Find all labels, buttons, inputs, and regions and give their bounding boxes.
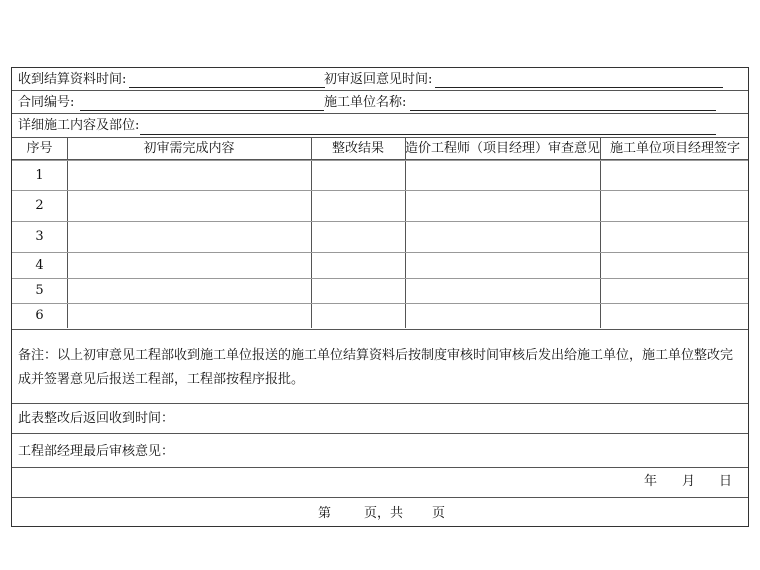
row-number: 5 — [35, 283, 44, 298]
remark-text: 备注：以上初审意见工程部收到施工单位报送的施工单位结算资料后按制度审核时间审核后发出给施工单位，施工单位整改完成并签署意见后报送工程部，工程部按程序报批。 — [18, 348, 734, 387]
col-header-content: 初审需完成内容 — [143, 141, 235, 156]
manager-opinion-label: 工程部经理最后审核意见： — [18, 444, 175, 459]
col-header-signature: 施工单位项目经理签字 — [609, 141, 740, 156]
header-row-detail — [12, 114, 748, 138]
table-row — [12, 190, 748, 222]
table-row — [12, 160, 748, 191]
footer-total-unit: 页 — [432, 506, 446, 521]
receive-time-label: 收到结算资料时间: — [18, 72, 127, 87]
date-year: 年 — [644, 474, 658, 489]
detail-label: 详细施工内容及部位: — [18, 118, 140, 133]
receive-time-field[interactable] — [129, 87, 325, 88]
col-header-review-opinion: 造价工程师（项目经理）审查意见 — [405, 141, 601, 156]
first-review-return-time-field[interactable] — [435, 87, 723, 88]
row-number: 1 — [35, 168, 44, 183]
row-number: 3 — [35, 229, 44, 244]
table-row — [12, 252, 748, 279]
footer-page-unit: 页，共 — [364, 506, 404, 521]
header-row-time — [12, 68, 748, 91]
contract-no-label: 合同编号: — [18, 95, 75, 110]
contractor-name-field[interactable] — [410, 110, 716, 111]
date-month: 月 — [682, 474, 696, 489]
date-row — [12, 467, 748, 468]
date-day: 日 — [719, 474, 733, 489]
detail-field[interactable] — [140, 134, 716, 135]
first-review-return-time-label: 初审返回意见时间: — [324, 72, 433, 87]
settlement-review-form — [11, 67, 749, 527]
footer-page-prefix: 第 — [318, 506, 332, 521]
table-header-row — [12, 138, 748, 160]
manager-opinion-row — [12, 433, 748, 434]
row-number: 6 — [35, 308, 44, 323]
footer-row — [12, 497, 748, 498]
header-row-contract — [12, 91, 748, 114]
return-time-label: 此表整改后返回收到时间： — [18, 411, 175, 426]
table-row — [12, 278, 748, 304]
return-time-row — [12, 403, 748, 404]
table-row — [12, 303, 748, 330]
row-number: 4 — [35, 258, 44, 273]
col-header-no: 序号 — [26, 141, 53, 156]
row-number: 2 — [35, 198, 44, 213]
contract-no-field[interactable] — [80, 110, 324, 111]
contractor-name-label: 施工单位名称: — [324, 95, 407, 110]
table-row — [12, 221, 748, 253]
col-header-result: 整改结果 — [331, 141, 384, 156]
